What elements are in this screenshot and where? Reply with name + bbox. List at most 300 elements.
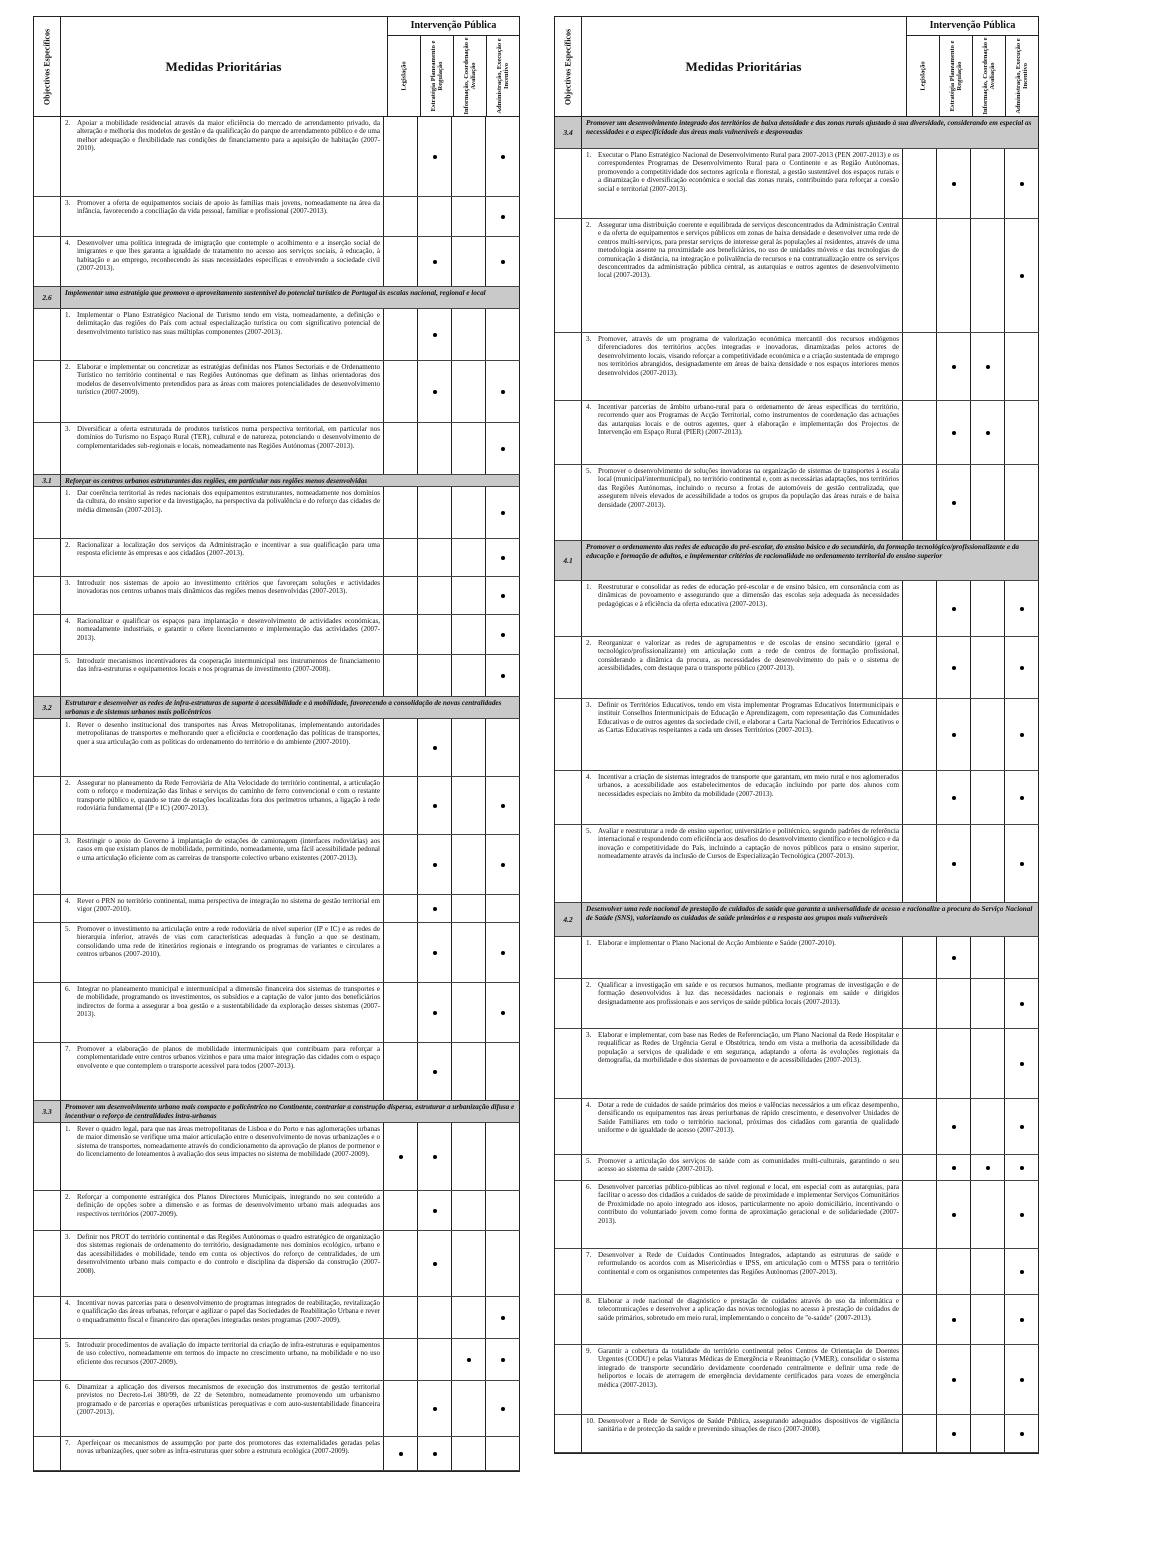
objective-cell: [555, 1345, 582, 1414]
measure-number: 1.: [586, 939, 592, 947]
intervention-cell: [384, 615, 418, 654]
bullet-mark: [501, 511, 505, 515]
measure-number: 5.: [65, 657, 71, 665]
measure-number: 6.: [65, 1383, 71, 1391]
measure-text: [61, 777, 384, 834]
objective-cell: [555, 401, 582, 464]
intervention-cell: [384, 1381, 418, 1436]
objective-cell: [34, 539, 61, 576]
measure-text: [582, 937, 903, 978]
measure-text: [61, 117, 384, 196]
measure-number: 4.: [586, 403, 592, 411]
intervention-cell: [486, 1297, 520, 1338]
bullet-mark: [501, 1011, 505, 1015]
measure-text: [61, 487, 384, 538]
measure-description: Implementar o Plano Estratégico Nacional de Turismo tendo em vista, nomeadamente, a definição e delimitação das regiões do País com actual especialização turística ou com significativo potencial de desenvolvimento turístico nas suas múltiplas componentes (2007-2013).: [77, 311, 380, 336]
bullet-mark: [952, 365, 956, 369]
intervention-cell: [452, 719, 486, 776]
intervention-cell: [903, 699, 937, 770]
measure-row: [34, 895, 520, 923]
measure-number: 5.: [586, 1157, 592, 1165]
column-header-label: Estratégia Planeamento e Regulação: [949, 40, 963, 111]
column-header: [973, 35, 1006, 116]
column-header: [940, 35, 973, 116]
intervention-cell: [1005, 825, 1039, 902]
measure-number: 1.: [65, 1125, 71, 1133]
intervention-cell: [452, 615, 486, 654]
objective-cell: [555, 699, 582, 770]
table-header: [34, 17, 520, 117]
objective-cell: [34, 777, 61, 834]
measure-row: [555, 771, 1039, 825]
objective-section-row: [555, 117, 1039, 149]
intervention-cell: [452, 117, 486, 196]
intervention-cell: [486, 1123, 520, 1190]
intervention-cell: [452, 577, 486, 614]
objective-section-row: [555, 903, 1039, 937]
measure-text: [61, 539, 384, 576]
measure-description: Racionalizar e qualificar os espaços para implantação e desenvolvimento de actividades económicas, nomeadamente industriais, e garantir o célere licenciamento e implementação das actividades (2007-2013).: [77, 617, 380, 642]
measure-number: 2.: [65, 779, 71, 787]
measure-text: [582, 1345, 903, 1414]
intervention-cell: [384, 237, 418, 286]
column-header-label: Administração, Execução e Incentivo: [1015, 37, 1029, 114]
bullet-mark: [399, 1452, 403, 1456]
measure-row: [34, 309, 520, 361]
measure-row: [555, 1181, 1039, 1249]
measure-number: 5.: [65, 925, 71, 933]
measure-number: 1.: [586, 583, 592, 591]
measure-description: Rever o desenho institucional dos transportes nas Áreas Metropolitanas, implementando autoridades metropolitanas de transportes e melhorando quer a eficiência e coordenação das políticas de transportes, quer a sua articulação com as políticas do ordenamento do território e do ambiente (2007-2010).: [77, 721, 380, 746]
intervention-cell: [452, 1043, 486, 1100]
medidas-header: Medidas Prioritárias: [60, 17, 388, 116]
intervention-cell: [418, 309, 452, 360]
intervention-cell: [486, 615, 520, 654]
intervention-cell: [971, 1155, 1005, 1180]
measure-text: [61, 615, 384, 654]
measure-number: 4.: [65, 897, 71, 905]
intervention-cell: [486, 577, 520, 614]
measure-description: Promover o investimento na articulação entre a rede rodoviária de nível superior (IP e IC) e as redes de hierarquia inferior, através de vias com características adequadas à função a que se destinam, consolidando uma rede de itinerários regionais e integrando os programas de variantes e circulares a centros urbanos (2007-2010).: [77, 925, 380, 959]
intervention-cell: [452, 1381, 486, 1436]
intervention-cell: [452, 237, 486, 286]
bullet-mark: [501, 674, 505, 678]
measure-number: 10.: [586, 1417, 595, 1425]
intervention-cell: [486, 1191, 520, 1230]
measure-text: [61, 655, 384, 696]
bullet-mark: [952, 733, 956, 737]
bullet-mark: [433, 1209, 437, 1213]
intervention-cell: [1005, 1029, 1039, 1098]
measure-row: [555, 219, 1039, 333]
objective-cell: [555, 581, 582, 636]
objective-text: Promover um desenvolvimento urbano mais compacto e policêntrico no Continente, contrariar a construção dispersa, estruturar a urbanização difusa e incentivar o reforço de centralidades intra-urbanas: [61, 1101, 520, 1122]
intervention-cell: [452, 1437, 486, 1470]
intervention-cell: [1005, 637, 1039, 698]
bullet-mark: [433, 333, 437, 337]
intervention-cell: [971, 979, 1005, 1028]
intervention-cell: [937, 1029, 971, 1098]
bullet-mark: [433, 951, 437, 955]
bullet-mark: [952, 1378, 956, 1382]
objective-section-row: [555, 541, 1039, 581]
intervention-cell: [486, 895, 520, 922]
intervention-cell: [903, 219, 937, 332]
intervention-cell: [937, 1415, 971, 1452]
objective-cell: [34, 835, 61, 894]
intervention-cell: [418, 835, 452, 894]
intervention-cell: [486, 197, 520, 236]
objective-number: 2.6: [34, 287, 61, 308]
objective-cell: [34, 1043, 61, 1100]
intervention-cell: [486, 1231, 520, 1296]
measure-number: 2.: [586, 981, 592, 989]
bullet-mark: [433, 907, 437, 911]
measure-row: [34, 539, 520, 577]
intervention-cell: [1005, 979, 1039, 1028]
bullet-mark: [433, 1070, 437, 1074]
measure-text: [582, 699, 903, 770]
measure-number: 7.: [586, 1251, 592, 1259]
column-header-label: Legislação: [400, 60, 408, 91]
bullet-mark: [501, 1358, 505, 1362]
measure-description: Introduzir mecanismos incentivadores da cooperação intermunicipal nos instrumentos de financiamento das infra-estruturas e equipamentos locais e nos programas de investimento (2007-2008).: [77, 657, 380, 674]
bullet-mark: [1020, 182, 1024, 186]
measure-text: [61, 1381, 384, 1436]
intervention-cell: [1005, 1181, 1039, 1248]
measure-text: [61, 1043, 384, 1100]
objective-cell: [555, 1029, 582, 1098]
intervention-cell: [418, 1381, 452, 1436]
measure-number: 2.: [586, 221, 592, 229]
objective-cell: [555, 1249, 582, 1294]
measure-row: [555, 1345, 1039, 1415]
objectivos-label: Objectivos Específicos: [42, 28, 52, 105]
intervention-cell: [903, 1029, 937, 1098]
bullet-mark: [501, 447, 505, 451]
measure-text: [61, 1231, 384, 1296]
measure-row: [555, 699, 1039, 771]
objective-cell: [34, 117, 61, 196]
bullet-mark: [433, 746, 437, 750]
intervention-cell: [903, 581, 937, 636]
column-header: [907, 35, 940, 116]
intervention-cell: [903, 1345, 937, 1414]
measure-row: [555, 333, 1039, 401]
bullet-mark: [501, 863, 505, 867]
measure-text: [582, 465, 903, 540]
measure-description: Racionalizar a localização dos serviços da Administração e incentivar a sua qualificação para uma resposta eficiente às empresas e aos cidadãos (2007-2013).: [77, 541, 380, 558]
measure-number: 4.: [586, 773, 592, 781]
intervention-cell: [486, 539, 520, 576]
intervention-cell: [418, 237, 452, 286]
bullet-mark: [986, 1166, 990, 1170]
bullet-mark: [1020, 733, 1024, 737]
objective-cell: [34, 923, 61, 982]
left-priority-table: [33, 16, 520, 1472]
measure-row: [555, 637, 1039, 699]
intervention-cell: [971, 825, 1005, 902]
intervention-cell: [418, 577, 452, 614]
objective-cell: [555, 637, 582, 698]
intervention-cell: [903, 937, 937, 978]
bullet-mark: [1020, 1270, 1024, 1274]
objective-cell: [34, 1231, 61, 1296]
measure-description: Integrar no planeamento municipal e intermunicipal a dimensão financeira dos sistemas de transportes e de mobilidade, programando os investimentos, os subsídios e a captação de valor junto dos beneficiários indirectos de forma a assegurar a boa gestão e a sustentabilidade da exploração desses sistemas (2007-2013).: [77, 985, 380, 1019]
intervention-cell: [937, 1295, 971, 1344]
intervention-cell: [384, 1191, 418, 1230]
measure-text: [61, 309, 384, 360]
objective-text: Implementar uma estratégia que promova o aproveitamento sustentável do potencial turístico de Portugal às escalas nacional, regional e local: [61, 287, 520, 308]
measure-description: Assegurar no planeamento da Rede Ferroviária de Alta Velocidade do território continental, a articulação com o reforço e modernização das linhas e serviços do caminho de ferro convencional e com o restante transporte público e, quando se trate de estações localizadas fora dos perímetros urbanos, a ligação à rede rodoviária fundamental (IP e IC) (2007-2013).: [77, 779, 380, 813]
intervention-cell: [418, 539, 452, 576]
bullet-mark: [1020, 1378, 1024, 1382]
objective-cell: [555, 149, 582, 218]
measure-description: Incentivar a criação de sistemas integrados de transporte que garantam, em meio rural e nos aglomerados urbanos, a acessibilidade aos estabelecimentos de educação incluindo por parte dos alunos com necessidades especiais no âmbito da mobilidade (2007-2013).: [598, 773, 899, 798]
objective-section-row: [34, 697, 520, 719]
measure-description: Dinamizar a aplicação dos diversos mecanismos de execução dos instrumentos de gestão territorial previstos no Decreto-Lei 380/99, de 22 de Setembro, nomeadamente promovendo um urbanismo programado e de parcerias e operações urbanísticas perequativas e com auto-sustentabilidade financeira (2007-2013).: [77, 1383, 380, 1417]
intervention-cell: [1005, 149, 1039, 218]
intervention-cell: [486, 309, 520, 360]
intervention-cell: [452, 423, 486, 474]
intervention-cell: [418, 1123, 452, 1190]
intervention-cell: [486, 237, 520, 286]
intervention-cell: [903, 825, 937, 902]
column-header: [1006, 35, 1039, 116]
measure-description: Apoiar a mobilidade residencial através da maior eficiência do mercado de arrendamento privado, da alteração e melhoria dos modelos de gestão e da qualificação do parque de arrendamento público e de uma melhor adequação e flexibilidade nas condições de financiamento para a aquisição de habitação (2007-2010).: [77, 119, 380, 153]
intervention-cell: [1005, 1099, 1039, 1154]
measure-number: 2.: [65, 541, 71, 549]
measure-text: [582, 333, 903, 400]
bullet-mark: [952, 431, 956, 435]
intervention-cell: [971, 637, 1005, 698]
intervention-cell: [384, 487, 418, 538]
intervention-cell: [452, 835, 486, 894]
bullet-mark: [433, 1155, 437, 1159]
measure-row: [34, 237, 520, 287]
measure-row: [555, 1295, 1039, 1345]
intervention-cell: [418, 923, 452, 982]
objective-cell: [34, 237, 61, 286]
measure-text: [582, 219, 903, 332]
measure-row: [34, 1043, 520, 1101]
intervention-cell: [452, 1339, 486, 1380]
intervention-cell: [452, 895, 486, 922]
measure-row: [555, 825, 1039, 903]
intervention-cell: [1005, 937, 1039, 978]
bullet-mark: [1020, 274, 1024, 278]
objective-cell: [34, 309, 61, 360]
measure-description: Reforçar a componente estratégica dos Planos Directores Municipais, integrando no seu conteúdo a definição de opções sobre a dimensão e as formas de desenvolvimento urbano mais adequadas aos respectivos territórios (2007-2009).: [77, 1193, 380, 1218]
measure-number: 6.: [65, 985, 71, 993]
intervention-cell: [486, 1381, 520, 1436]
objective-text: Desenvolver uma rede nacional de prestação de cuidados de saúde que garanta a universalidade de acesso e racionalize a procura do Serviço Nacional de Saúde (SNS), valorizando os cuidados de saúde primários e a resposta aos grupos mais vulneráveis: [582, 903, 1039, 936]
measure-row: [34, 835, 520, 895]
intervention-cell: [418, 487, 452, 538]
column-header-label: Administração, Execução e Incentivo: [496, 37, 510, 114]
intervention-cell: [937, 1249, 971, 1294]
measure-description: Incentivar parcerias de âmbito urbano-rural para o ordenamento de áreas específicas do território, recorrendo quer aos Programas de Acção Territorial, como instrumentos de coordenação das actuações das autarquias locais e de outros agentes, quer à elaboração e implementação dos Projectos de Intervenção em Espaço Rural (PIER) (2007-2013).: [598, 403, 899, 437]
intervention-cell: [418, 197, 452, 236]
bullet-mark: [467, 1358, 471, 1362]
intervention-cell: [486, 655, 520, 696]
intervention-cell: [971, 937, 1005, 978]
measure-description: Diversificar a oferta estruturada de produtos turísticos numa perspectiva territorial, em particular nos domínios do Turismo no Espaço Rural (TER), cultural e de natureza, potenciando o desenvolvimento de complementaridades sub-regionais e locais, nomeadamente nas Regiões Autónomas (2007-2013).: [77, 425, 380, 450]
measure-description: Introduzir nos sistemas de apoio ao investimento critérios que favoreçam soluções e actividades inovadoras nos centros urbanos mais dinâmicos das regiões menos desenvolvidas (2007-2013).: [77, 579, 380, 596]
intervention-cell: [418, 1043, 452, 1100]
objective-section-row: [34, 475, 520, 487]
intervention-cell: [384, 117, 418, 196]
objective-cell: [34, 1437, 61, 1470]
measure-number: 9.: [586, 1347, 592, 1355]
measure-description: Reestruturar e consolidar as redes de educação pré-escolar e de ensino básico, em consonância com as dinâmicas de povoamento e assegurando que a dimensão das escolas seja adequada às necessidades pedagógicas e à eficiência da oferta educativa (2007-2013).: [598, 583, 899, 608]
intervention-cell: [384, 1339, 418, 1380]
intervention-cell: [418, 655, 452, 696]
measure-text: [582, 771, 903, 824]
measure-number: 1.: [65, 721, 71, 729]
intervention-cell: [384, 835, 418, 894]
measure-text: [61, 237, 384, 286]
measure-number: 3.: [65, 837, 71, 845]
intervention-cell: [971, 1415, 1005, 1452]
measure-row: [555, 465, 1039, 541]
measure-row: [34, 615, 520, 655]
intervention-cell: [971, 1099, 1005, 1154]
intervention-cell: [971, 333, 1005, 400]
measure-number: 4.: [65, 617, 71, 625]
intervention-cell: [452, 1297, 486, 1338]
objective-number: 3.1: [34, 475, 61, 486]
intervention-cell: [903, 465, 937, 540]
bullet-mark: [501, 556, 505, 560]
bullet-mark: [952, 796, 956, 800]
measure-text: [582, 637, 903, 698]
measure-number: 2.: [586, 639, 592, 647]
intervention-cell: [452, 1191, 486, 1230]
measure-row: [34, 1437, 520, 1471]
intervention-cell: [971, 1249, 1005, 1294]
measure-description: Promover a elaboração de planos de mobilidade intermunicipais que contribuam para reforçar a complementaridade entre centros urbanos vizinhos e para uma maior integração das cidades com o espaço envolvente e que contemplem o transporte acessível para todos (2007-2013).: [77, 1045, 380, 1070]
measure-row: [555, 1155, 1039, 1181]
objective-number: 3.4: [555, 117, 582, 148]
intervention-cell: [384, 895, 418, 922]
intervention-cell: [418, 895, 452, 922]
measure-number: 2.: [65, 119, 71, 127]
bullet-mark: [501, 260, 505, 264]
bullet-mark: [501, 1407, 505, 1411]
measure-number: 7.: [65, 1045, 71, 1053]
intervention-cell: [1005, 1345, 1039, 1414]
intervention-cell: [486, 487, 520, 538]
measure-description: Promover o desenvolvimento de soluções inovadoras na organização de sistemas de transportes à escala local (municipal/intermunicipal), no território continental e, com as necessárias adaptações, nos territórios das Regiões Autónomas, incluindo o recurso a frotas de automóveis de gestão centralizada, que assegurem níveis elevados de acessibilidade a todos os grupos da população das áreas rurais e de baixa densidade (2007-2013).: [598, 467, 899, 509]
intervention-cell: [418, 615, 452, 654]
objective-cell: [555, 937, 582, 978]
objective-cell: [555, 333, 582, 400]
bullet-mark: [1020, 666, 1024, 670]
column-header-label: Informação, Coordenação e Avaliação: [463, 36, 477, 115]
intervention-cell: [418, 1437, 452, 1470]
measure-text: [582, 401, 903, 464]
intervention-cell: [903, 333, 937, 400]
objective-cell: [34, 1339, 61, 1380]
measure-number: 4.: [65, 239, 71, 247]
intervention-cell: [971, 401, 1005, 464]
measure-description: Promover a oferta de equipamentos sociais de apoio às famílias mais jovens, nomeadamente na área da infância, favorecendo a conciliação da vida pessoal, familiar e profissional (2007-2013).: [77, 199, 380, 216]
intervention-cell: [971, 219, 1005, 332]
objective-cell: [555, 1099, 582, 1154]
intervention-cell: [452, 983, 486, 1042]
measure-description: Aperfeiçoar os mecanismos de assumpção por parte dos promotores das externalidades geradas pelas novas urbanizações, quer sobre as infra-estruturas quer sobre a estrutura ecológica (2007-2009).: [77, 1439, 380, 1456]
measure-row: [34, 655, 520, 697]
measure-row: [555, 937, 1039, 979]
bullet-mark: [1020, 1432, 1024, 1436]
measure-description: Qualificar a investigação em saúde e os recursos humanos, mediante programas de investigação e de formação desenvolvidos à luz das necessidades nacionais e regionais em saúde e dirigidos designadamente aos profissionais e aos serviços de saúde pública locais (2007-2013).: [598, 981, 899, 1006]
objective-cell: [34, 895, 61, 922]
measure-description: Elaborar e implementar ou concretizar as estratégias definidas nos Planos Sectoriais e de Ordenamento Turístico no território continental e nas Regiões Autónomas que definam as linhas orientadoras dos modelos de desenvolvimento pretendidos para as áreas com maiores potencialidades de desenvolvimento turístico (2007-2009).: [77, 363, 380, 397]
measure-description: Incentivar novas parcerias para o desenvolvimento de programas integrados de reabilitação, revitalização e qualificação das áreas urbanas, reforçar e agilizar o papel das Sociedades de Reabilitação Urbana e rever o enquadramento fiscal e financeiro das operações integradas nestes programas (2007-2009).: [77, 1299, 380, 1324]
intervention-cell: [486, 983, 520, 1042]
bullet-mark: [986, 365, 990, 369]
objectivos-header: [555, 17, 582, 116]
measure-text: [61, 423, 384, 474]
intervention-cell: [937, 979, 971, 1028]
measure-number: 3.: [65, 1233, 71, 1241]
objective-cell: [555, 979, 582, 1028]
measure-description: Promover, através de um programa de valorização económica mercantil dos recursos endógenos diferenciadores dos territórios acções integradas e inovadoras, dinamizadas pelos actores de desenvolvimento locais, visando reforçar a competitividade económica e a criação sustentada de emprego nos territórios abrangidos, designadamente em áreas de baixa densidade e nos espaços interiores menos desenvolvidos (2007-2013).: [598, 335, 899, 377]
intervencao-title: Intervenção Pública: [907, 17, 1039, 36]
column-header: [487, 35, 520, 116]
intervention-cell: [1005, 401, 1039, 464]
intervention-cell: [937, 219, 971, 332]
intervention-cell: [971, 1345, 1005, 1414]
objective-cell: [34, 361, 61, 422]
measure-text: [582, 1029, 903, 1098]
measure-number: 7.: [65, 1439, 71, 1447]
intervention-cell: [937, 637, 971, 698]
intervention-cell: [1005, 581, 1039, 636]
measure-row: [34, 1191, 520, 1231]
measure-text: [582, 1415, 903, 1452]
intervention-cell: [486, 923, 520, 982]
measure-description: Rever o quadro legal, para que nas áreas metropolitanas de Lisboa e do Porto e nas aglomerações urbanas de maior dimensão se verifique uma maior articulação entre o desenvolvimento de novas urbanizações e o sistema de transportes, nomeadamente através do condicionamento da aprovação de planos de pormenor e do licenciamento de loteamentos à avaliação dos seus impactes no sistema de mobilidade (2007-2009).: [77, 1125, 380, 1159]
intervention-cell: [452, 487, 486, 538]
measure-row: [34, 983, 520, 1043]
measure-row: [555, 1249, 1039, 1295]
bullet-mark: [952, 1166, 956, 1170]
measure-row: [555, 401, 1039, 465]
objective-cell: [555, 1295, 582, 1344]
objective-cell: [34, 1297, 61, 1338]
measure-text: [61, 197, 384, 236]
measure-text: [582, 1099, 903, 1154]
bullet-mark: [501, 594, 505, 598]
intervention-cell: [384, 923, 418, 982]
bullet-mark: [433, 863, 437, 867]
intervention-cell: [1005, 219, 1039, 332]
intervention-cell: [1005, 1155, 1039, 1180]
intervention-cell: [418, 423, 452, 474]
intervention-cell: [903, 1099, 937, 1154]
bullet-mark: [399, 1155, 403, 1159]
intervention-cell: [903, 1181, 937, 1248]
measure-text: [61, 577, 384, 614]
measure-row: [34, 777, 520, 835]
objective-cell: [34, 615, 61, 654]
bullet-mark: [1020, 607, 1024, 611]
measure-row: [34, 1339, 520, 1381]
bullet-mark: [501, 633, 505, 637]
bullet-mark: [433, 1011, 437, 1015]
